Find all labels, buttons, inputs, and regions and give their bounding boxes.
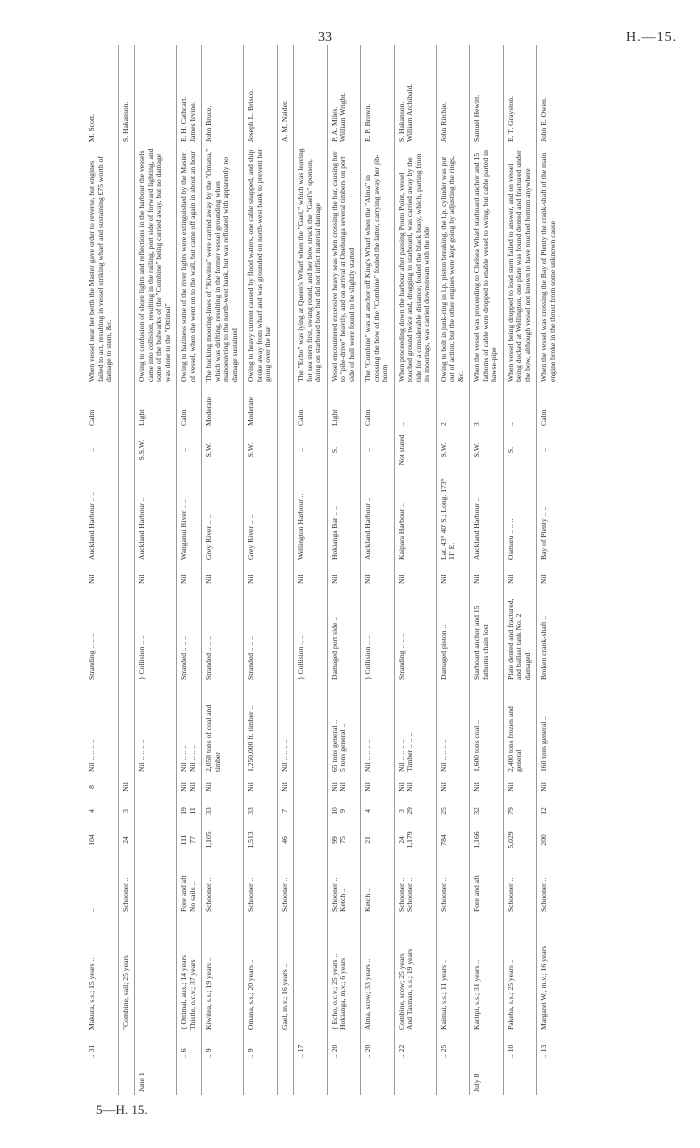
cell-nature: Stranding .. .. ..: [396, 633, 406, 680]
cell-rig: Schooner ..: [539, 877, 548, 912]
cell-cargo: 1,600 tons coal ..: [472, 720, 481, 772]
cell-month: [85, 1061, 118, 1095]
cell-month: [361, 1061, 395, 1095]
cell-force: Moderate: [204, 396, 213, 426]
cell-cause: When the vessel was proceeding to Chelsea Wharf starboard anchor and 15 fathoms of cable were dropped to enable vessel to swing, but cable parted in hawse-pipe: [472, 150, 498, 382]
cell-crew: 79: [505, 807, 515, 815]
cell-cause: When vessel near her berth the Master gave order to reverse, but engines failed to act, resulting in vessel striking wharf and sustaining £75 worth of damage to stem, &c.: [87, 156, 113, 382]
cell-cause: When vessel being dropped to load stern failed to answer, and on vessel being docked at Wellington, one plate was found dented and fractured under the bow, although vessel not known to have touched bottom anywhere: [505, 150, 532, 382]
cell-month: June 1: [137, 1072, 146, 1092]
cell-tonnage: 1,105: [204, 831, 213, 849]
cell-force: [277, 385, 294, 429]
cell-nature: [118, 587, 135, 683]
cell-cargo: 2,058 tons of coal and timber: [204, 704, 222, 772]
cell-force: [118, 385, 135, 429]
report-reference: H.—15.: [626, 30, 678, 45]
cell-cargo: Nil .. .. .. ..: [279, 739, 289, 772]
cell-vessel: Kiwitea, s.s.; 19 years ..: [204, 957, 213, 1030]
cell-month: [177, 1061, 202, 1095]
cell-day: .. 22: [396, 1044, 406, 1058]
cell-wind: ..: [87, 448, 96, 452]
casualty-table-rotated: [85, 45, 685, 1095]
table-row: [135, 45, 177, 1095]
cell-tonnage: 200: [539, 834, 548, 846]
cell-lives: Nil: [539, 574, 548, 584]
cell-lives: Nil: [137, 574, 146, 584]
cell-day: .. 25: [438, 1044, 448, 1058]
cell-vessel: [135, 915, 177, 1033]
cell-tonnage: 1,166: [472, 831, 481, 849]
cell-crew: [135, 799, 177, 823]
cell-day: .. 9: [246, 1048, 255, 1058]
cell-place: Hokianga Bar .. ..: [329, 506, 339, 560]
cell-lives: Nil: [438, 574, 448, 584]
cell-rig: Schooner ..: [246, 877, 255, 912]
cell-vessel: Margaret W., m.v.; 16 years: [539, 945, 548, 1030]
cell-nature: Plate dented and fractured, and ballast tank No. 2 damaged: [505, 598, 532, 680]
cell-place: [118, 471, 135, 563]
cell-force: Light: [329, 409, 339, 426]
cell-wind: S.W.: [246, 442, 255, 458]
cell-officer: S. Hakanson.: [120, 101, 130, 142]
cell-tonnage: 24 1,179: [396, 831, 414, 849]
cell-cargo: 65 tons general .. 5 tons general ..: [329, 719, 347, 772]
cell-force: Calm: [87, 409, 96, 426]
cell-tonnage: 21: [363, 836, 372, 844]
cell-cause: The "Echo" was lying at Queen's Wharf when the "Gael," which was leaving for sea stern first, swung round, and her bow struck the "Gael's" sponson, doing on starboard bow but did not inflict material damage: [296, 148, 322, 382]
cell-passengers: Nil Nil: [396, 782, 414, 792]
casualty-rows: [85, 45, 561, 1095]
cell-officer: A. M. Naider.: [279, 100, 289, 142]
cell-force: Calm: [179, 409, 188, 426]
cell-nature: Broken crank-shaft ..: [539, 615, 548, 680]
cell-cargo: Nil .. .. .. .. Timber .. .. ..: [396, 732, 414, 772]
cell-place: Bay of Plenty .. ..: [539, 506, 548, 560]
cell-crew: 4: [363, 809, 372, 813]
cell-crew: 25: [438, 807, 448, 815]
cell-rig: ..: [87, 908, 96, 912]
cell-cause: The bucking mooring-lines of "Kiwitea" were carried away by the "Omana," which was drifting, resulting in the former vessel grounding when manoeuvring to the north-west bank, but was refloated with apparently no damage sustained: [204, 148, 239, 382]
cell-wind: S.S.W.: [137, 439, 146, 461]
cell-wind: [277, 429, 294, 471]
cell-place: Wellington Harbour ..: [296, 493, 305, 560]
cell-lives: [118, 563, 135, 587]
cell-cargo: Nil .. .. .. ..: [438, 739, 448, 772]
table-row: [361, 45, 395, 1095]
cell-lives: Nil: [204, 574, 213, 584]
cell-place: Auckland Harbour ..: [363, 497, 372, 560]
cell-day: .. 17: [296, 1044, 305, 1058]
cell-lives: Nil: [329, 574, 339, 584]
casualty-table: [85, 45, 561, 1095]
cell-force: Moderate: [246, 396, 255, 426]
cell-crew: 3: [120, 809, 130, 813]
cell-crew: [294, 799, 328, 823]
cell-wind: Not stated: [396, 434, 406, 466]
cell-tonnage: 46: [279, 836, 289, 844]
cell-rig: Schooner ..: [120, 877, 130, 912]
cell-wind: S.: [329, 446, 339, 454]
cell-vessel: "Combine, sail; 25 years: [120, 955, 130, 1030]
cell-vessel: Combine, scow; 25 years And Tasman, s.s.; 19 years: [396, 948, 414, 1030]
cell-wind: [118, 429, 135, 471]
cell-officer: P. A. Miles. William Wright.: [329, 92, 347, 142]
table-row: [537, 45, 562, 1095]
cell-place: Auckland Harbour ..: [472, 497, 481, 560]
cell-nature: Starboard anchor and 15 fathoms chain lost: [472, 605, 490, 680]
cell-force: Calm: [363, 409, 372, 426]
cell-officer: John Ritchie.: [438, 101, 448, 142]
cell-vessel: Pakeha, s.s.; 25 years ..: [505, 959, 515, 1030]
cell-wind: S.W.: [204, 442, 213, 458]
cell-passengers: Nil: [363, 782, 372, 792]
cell-place: Auckland Harbour .. ..: [87, 491, 96, 560]
cell-crew: 3 29: [396, 807, 414, 815]
cell-vessel: [294, 915, 328, 1033]
cell-officer: Samuel Hewitt.: [472, 94, 481, 142]
cell-rig: Ketch ..: [363, 888, 372, 912]
cell-cause: Owing to bolt in junk-ring in l.p. piston breaking, the l.p. cylinder was put out of action, but the other engines were kept going by adjusting the rings, &c.: [438, 156, 465, 382]
cell-rig: Fore and aft: [472, 875, 481, 912]
cell-crew: 33: [246, 807, 255, 815]
cell-officer: [135, 45, 177, 145]
cell-vessel: { Echo, o.c.v.; 25 years .. Hokianga, m.v.; 6 years: [329, 953, 347, 1030]
cell-place: Lat. 43° 40' S.; Long. 173° 11' E.: [438, 478, 456, 560]
cell-cargo: 160 tons general ..: [539, 716, 548, 772]
cell-nature: } Collision .. ..: [363, 635, 372, 680]
cell-force: 2: [438, 422, 448, 426]
cell-place: Kaipara Harbour ..: [396, 503, 406, 560]
cell-lives: Nil: [179, 574, 188, 584]
cell-cargo: Nil .. .. .. ..: [87, 739, 96, 772]
table-row: [244, 45, 278, 1095]
cell-day: [277, 1033, 294, 1061]
table-row: [118, 45, 135, 1095]
cell-month: [118, 1061, 135, 1095]
cell-lives: Nil: [396, 574, 406, 584]
cell-day: .. 31: [87, 1044, 96, 1058]
cell-cause: Vessel encountered excessive heavy seas when crossing the bar, causing her to "pile-drive" heavily, and on arrival at Onehunga several timbers on port side of hull were found to be slightly started: [329, 151, 356, 382]
cell-cargo: Nil .. .. .. ..: [363, 739, 372, 772]
table-row: [327, 45, 361, 1095]
cell-officer: E. P. Brown.: [363, 103, 372, 142]
cell-day: [470, 1033, 504, 1061]
cell-crew: 7: [279, 809, 289, 813]
table-row: [503, 45, 537, 1095]
cell-force: ..: [505, 422, 515, 426]
cell-wind: S.: [505, 446, 515, 454]
cell-passengers: Nil: [438, 782, 448, 792]
cell-tonnage: 99 75: [329, 836, 347, 844]
table-row: [277, 45, 294, 1095]
cell-nature: [277, 587, 294, 683]
cell-lives: Nil: [505, 574, 515, 584]
cell-rig: [135, 857, 177, 915]
cell-cargo: [118, 683, 135, 775]
cell-rig: Schooner ..: [279, 877, 289, 912]
cell-wind: ..: [539, 448, 548, 452]
cell-place: Grey River .. ..: [204, 514, 213, 560]
cell-nature: Damaged port side ..: [329, 616, 339, 680]
cell-cause: [118, 145, 135, 385]
cell-passengers: [135, 775, 177, 799]
cell-lives: Nil: [363, 574, 372, 584]
cell-tonnage: 784: [438, 834, 448, 846]
cell-cause: The "Combine" was at anchor off King's Wharf when the "Alma" in crossing the bow of the "Combine" fouled the latter, carrying away her jib-boom: [363, 154, 389, 382]
cell-cargo: 2,400 tons frozen and general: [505, 706, 523, 772]
cell-officer: John E. Owen.: [539, 97, 548, 142]
cell-vessel: Karitpi, s.s.; 31 years ..: [472, 959, 481, 1030]
cell-passengers: Nil: [204, 782, 213, 792]
cell-month: [394, 1061, 436, 1095]
cell-month: [327, 1061, 361, 1095]
cell-wind: ..: [296, 448, 305, 452]
cell-day: [118, 1033, 135, 1061]
cell-officer: [294, 45, 328, 145]
cell-vessel: Omana, s.s.; 20 years ..: [246, 959, 255, 1030]
cell-crew: 32: [472, 807, 481, 815]
table-row: [202, 45, 244, 1095]
cell-force: Light: [137, 409, 146, 426]
cell-passengers: Nil: [505, 782, 515, 792]
cell-rig: Schooner ..: [438, 877, 448, 912]
cell-day: .. 20: [363, 1044, 372, 1058]
cell-rig: Schooner .. Ketch ..: [329, 877, 347, 912]
cell-tonnage: [294, 823, 328, 857]
cell-rig: Schooner .. Schooner ..: [396, 877, 414, 912]
cell-month: July 8: [472, 1073, 481, 1092]
cell-vessel: Makura, s.s.; 15 years ..: [87, 957, 96, 1030]
cell-passengers: Nil Nil: [329, 782, 347, 792]
cell-tonnage: 104: [87, 834, 96, 846]
table-row: [394, 45, 436, 1095]
cell-nature: Damaged piston ..: [438, 624, 448, 680]
cell-officer: E. H. Cathcart. James Irvine.: [179, 96, 197, 142]
cell-month: [277, 1061, 294, 1095]
cell-tonnage: 5,029: [505, 831, 515, 849]
cell-tonnage: 1,513: [246, 831, 255, 849]
cell-passengers: Nil: [279, 782, 289, 792]
cell-rig: Fore and aft No sails ..: [179, 875, 197, 912]
cell-cargo: [294, 683, 328, 775]
cell-tonnage: 24: [120, 836, 130, 844]
cell-day: .. 20: [329, 1044, 339, 1058]
table-row: [85, 45, 118, 1095]
cell-nature: Stranded .. .. ..: [246, 635, 255, 680]
cell-day: .. 10: [505, 1044, 515, 1058]
cell-place: Auckland Harbour ..: [137, 497, 146, 560]
cell-vessel: { Ottimai, aux.; 14 years Thistle, o.c.v.; 37 years: [179, 955, 197, 1030]
cell-month: [537, 1061, 562, 1095]
cell-day: [135, 1033, 177, 1061]
cell-rig: Schooner ..: [204, 877, 213, 912]
cell-officer: John Bruce.: [204, 105, 213, 142]
cell-rig: Schooner ..: [505, 877, 515, 912]
cell-day: .. 13: [539, 1044, 548, 1058]
cell-officer: Joseph L. Brisco.: [246, 89, 255, 142]
cell-officer: S. Hakanson. William Archibald.: [396, 83, 414, 142]
page-footer: 5—H. 15.: [96, 1102, 148, 1117]
cell-cause: Owing to confusion of shore lights and reflections in the harbour the vessels came into collision, resulting in the railing, port side of forward lighting, and some of the bulwarks of the "Combine" being carried away, but no damage was done to the "Ottimai": [137, 148, 172, 382]
cell-crew: 12: [539, 807, 548, 815]
cell-crew: 19 11: [179, 807, 197, 815]
cell-crew: 4: [87, 809, 96, 813]
cell-passengers: 8: [87, 785, 96, 789]
cell-lives: [277, 563, 294, 587]
cell-cargo: Nil .. .. .. ..: [137, 739, 146, 772]
cell-month: [294, 1061, 328, 1095]
cell-wind: S.W.: [472, 442, 481, 458]
cell-tonnage: 111 77: [179, 834, 197, 846]
cell-cause: [277, 145, 294, 385]
table-row: [470, 45, 504, 1095]
table-row: [294, 45, 328, 1095]
table-row: [436, 45, 470, 1095]
cell-cargo: Nil .. .. .. Nil .. .. ..: [179, 745, 197, 772]
page-number: 33: [318, 30, 332, 45]
cell-month: [503, 1061, 537, 1095]
cell-passengers: [294, 775, 328, 799]
cell-day: .. 9: [204, 1048, 213, 1058]
cell-month: [436, 1061, 470, 1095]
cell-nature: Stranding .. .. ..: [87, 633, 96, 680]
cell-lives: Nil: [246, 574, 255, 584]
cell-wind: ..: [363, 448, 372, 452]
cell-cause: Owing to haziness some of the river lights were extinguished by the Master of vessel, when she went on to the wall, but came off again in about an hour: [179, 151, 197, 382]
cell-nature: Stranded .. .. ..: [204, 635, 213, 680]
cell-officer: E. T. Grayston.: [505, 96, 515, 142]
cell-passengers: Nil: [539, 782, 548, 792]
cell-rig: [294, 857, 328, 915]
cell-cause: When proceeding down the harbour after passing Pouto Point, vessel touched ground twice and, dragging to starboard, was carried away by the tide for a considerable distance; fouled the black buoy, which, parting from its moorings, was carried downstream with the tide: [396, 153, 431, 382]
cell-place: Grey River .. ..: [246, 514, 255, 560]
cell-month: [202, 1061, 244, 1095]
cell-place: Oamaru .. .. ..: [505, 518, 515, 560]
cell-wind: S.W.: [438, 442, 448, 458]
cell-lives: Nil: [87, 574, 96, 584]
cell-force: 3: [472, 422, 481, 426]
cell-lives: Nil: [296, 574, 305, 584]
cell-crew: 33: [204, 807, 213, 815]
cell-wind: ..: [179, 448, 188, 452]
cell-cause: When the vessel was crossing the Bay of Plenty the crank-shaft of the main engine broke in the thrust from some unknown cause: [539, 152, 557, 382]
cell-passengers: Nil: [120, 782, 130, 792]
cell-vessel: Kaimai, s.s.; 11 years ..: [438, 959, 448, 1030]
cell-place: [277, 471, 294, 563]
cell-nature: } Collision .. ..: [296, 635, 305, 680]
cell-month: [244, 1061, 278, 1095]
cell-force: Calm: [296, 409, 305, 426]
table-row: [177, 45, 202, 1095]
cell-passengers: Nil: [472, 782, 481, 792]
cell-passengers: Nil: [246, 782, 255, 792]
cell-vessel: Gael, m.v.; 16 years ..: [279, 963, 289, 1030]
cell-nature: Stranded .. .. ..: [179, 635, 188, 680]
cell-cause: Owing to heavy current caused by flood waters, one cable snapped, and ship broke away from wharf and was grounded on north-west bank to prevent her going over the bar: [246, 148, 272, 382]
cell-tonnage: [135, 823, 177, 857]
cell-nature: } Collision .. ..: [137, 635, 146, 680]
cell-day: .. 6: [179, 1048, 188, 1058]
cell-officer: M. Scott.: [87, 113, 96, 142]
cell-passengers: Nil Nil: [179, 782, 197, 792]
cell-lives: Nil: [472, 574, 481, 584]
cell-force: Calm: [539, 409, 548, 426]
cell-crew: 10 9: [329, 807, 347, 815]
cell-vessel: Alma, scow; 33 years ..: [363, 958, 372, 1030]
cell-force: ..: [396, 422, 406, 426]
cell-place: Wanganui River .. ..: [179, 499, 188, 560]
cell-cargo: 1,250,000 ft. timber ..: [246, 705, 255, 772]
